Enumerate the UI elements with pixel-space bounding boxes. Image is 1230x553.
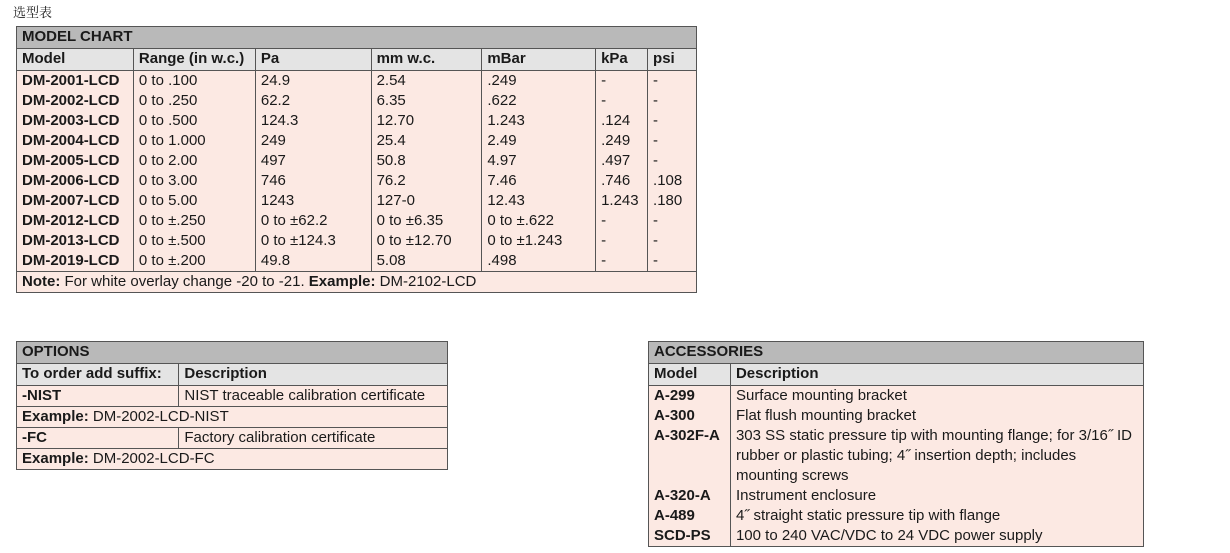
- value-cell: 0 to ±.500: [133, 231, 255, 251]
- value-cell: 6.35: [371, 91, 482, 111]
- value-cell: 4.97: [482, 151, 596, 171]
- option-description: NIST traceable calibration certificate: [179, 386, 448, 407]
- value-cell: 0 to ±124.3: [255, 231, 371, 251]
- model-cell: DM-2002-LCD: [17, 91, 134, 111]
- accessory-model: A-320-A: [649, 486, 731, 506]
- model-cell: DM-2007-LCD: [17, 191, 134, 211]
- option-row-fc: [17, 428, 448, 449]
- model-row: [17, 111, 697, 131]
- model-cell: DM-2012-LCD: [17, 211, 134, 231]
- page-title: 选型表: [13, 6, 53, 21]
- value-cell: -: [648, 211, 697, 231]
- value-cell: 1.243: [596, 191, 648, 211]
- accessory-description: 303 SS static pressure tip with mounting flange; for 3/16˝ ID rubber or plastic tubing; 4˝ insertion depth; includes mounting screws: [730, 426, 1143, 486]
- value-cell: 0 to .100: [133, 71, 255, 92]
- value-cell: 76.2: [371, 171, 482, 191]
- model-row: [17, 231, 697, 251]
- accessories-table: [648, 341, 1144, 547]
- value-cell: 62.2: [255, 91, 371, 111]
- value-cell: -: [596, 231, 648, 251]
- model-row: [17, 171, 697, 191]
- value-cell: -: [596, 91, 648, 111]
- column-header: Range (in w.c.): [133, 49, 255, 71]
- value-cell: 0 to ±62.2: [255, 211, 371, 231]
- accessory-row: [649, 386, 1144, 407]
- column-header: mBar: [482, 49, 596, 71]
- value-cell: -: [648, 131, 697, 151]
- column-header: Model: [649, 364, 731, 386]
- option-suffix: -NIST: [17, 386, 179, 407]
- value-cell: .498: [482, 251, 596, 272]
- column-header: psi: [648, 49, 697, 71]
- value-cell: -: [648, 151, 697, 171]
- options-title: OPTIONS: [17, 342, 448, 364]
- column-header: Description: [179, 364, 448, 386]
- value-cell: -: [648, 91, 697, 111]
- accessory-description: Flat flush mounting bracket: [730, 406, 1143, 426]
- model-cell: DM-2006-LCD: [17, 171, 134, 191]
- model-row: [17, 211, 697, 231]
- accessory-model: A-300: [649, 406, 731, 426]
- model-row: [17, 151, 697, 171]
- value-cell: 124.3: [255, 111, 371, 131]
- accessory-description: Instrument enclosure: [730, 486, 1143, 506]
- accessory-description: 4˝ straight static pressure tip with flange: [730, 506, 1143, 526]
- value-cell: .497: [596, 151, 648, 171]
- model-chart-title: MODEL CHART: [17, 27, 697, 49]
- column-header: Model: [17, 49, 134, 71]
- model-row: [17, 191, 697, 211]
- value-cell: 25.4: [371, 131, 482, 151]
- example-label: Example:: [22, 450, 89, 467]
- value-cell: 5.08: [371, 251, 482, 272]
- model-cell: DM-2004-LCD: [17, 131, 134, 151]
- value-cell: 0 to ±6.35: [371, 211, 482, 231]
- value-cell: 1243: [255, 191, 371, 211]
- model-chart-table: [16, 26, 697, 293]
- accessories-header-row: [649, 364, 1144, 386]
- model-chart-note-row: [17, 272, 697, 293]
- options-header-row: [17, 364, 448, 386]
- option-example-fc: [17, 449, 448, 470]
- value-cell: .180: [648, 191, 697, 211]
- model-cell: DM-2001-LCD: [17, 71, 134, 92]
- accessory-model: SCD-PS: [649, 526, 731, 547]
- value-cell: 12.70: [371, 111, 482, 131]
- value-cell: .622: [482, 91, 596, 111]
- value-cell: 0 to .250: [133, 91, 255, 111]
- note-example-text: DM-2102-LCD: [375, 273, 477, 290]
- value-cell: 2.54: [371, 71, 482, 92]
- value-cell: 0 to ±.250: [133, 211, 255, 231]
- accessory-row: [649, 426, 1144, 486]
- value-cell: 127-0: [371, 191, 482, 211]
- value-cell: .746: [596, 171, 648, 191]
- value-cell: -: [648, 71, 697, 92]
- model-row: [17, 251, 697, 272]
- column-header: Description: [730, 364, 1143, 386]
- value-cell: 2.49: [482, 131, 596, 151]
- value-cell: 0 to 1.000: [133, 131, 255, 151]
- accessory-row: [649, 506, 1144, 526]
- value-cell: .249: [596, 131, 648, 151]
- option-description: Factory calibration certificate: [179, 428, 448, 449]
- accessory-row: [649, 406, 1144, 426]
- options-table: [16, 341, 448, 470]
- value-cell: 49.8: [255, 251, 371, 272]
- note-label: Note:: [22, 273, 61, 290]
- value-cell: 0 to ±.622: [482, 211, 596, 231]
- value-cell: 0 to ±12.70: [371, 231, 482, 251]
- value-cell: .124: [596, 111, 648, 131]
- value-cell: -: [648, 231, 697, 251]
- value-cell: .108: [648, 171, 697, 191]
- value-cell: 1.243: [482, 111, 596, 131]
- value-cell: 24.9: [255, 71, 371, 92]
- column-header: mm w.c.: [371, 49, 482, 71]
- accessory-description: 100 to 240 VAC/VDC to 24 VDC power supply: [730, 526, 1143, 547]
- model-cell: DM-2019-LCD: [17, 251, 134, 272]
- value-cell: 0 to .500: [133, 111, 255, 131]
- accessory-row: [649, 486, 1144, 506]
- model-row: [17, 131, 697, 151]
- value-cell: 0 to ±1.243: [482, 231, 596, 251]
- note-text: For white overlay change -20 to -21.: [60, 273, 309, 290]
- value-cell: 0 to ±.200: [133, 251, 255, 272]
- value-cell: 12.43: [482, 191, 596, 211]
- column-header: To order add suffix:: [17, 364, 179, 386]
- model-cell: DM-2013-LCD: [17, 231, 134, 251]
- model-chart-header-row: [17, 49, 697, 71]
- accessory-model: A-299: [649, 386, 731, 407]
- value-cell: -: [596, 251, 648, 272]
- value-cell: 497: [255, 151, 371, 171]
- note-example-label: Example:: [308, 273, 376, 290]
- value-cell: 50.8: [371, 151, 482, 171]
- accessory-description: Surface mounting bracket: [730, 386, 1143, 407]
- model-row: [17, 91, 697, 111]
- value-cell: -: [596, 211, 648, 231]
- value-cell: 7.46: [482, 171, 596, 191]
- example-text: DM-2002-LCD-NIST: [88, 408, 229, 425]
- value-cell: 0 to 3.00: [133, 171, 255, 191]
- option-row-nist: [17, 386, 448, 407]
- accessories-title: ACCESSORIES: [649, 342, 1144, 364]
- column-header: Pa: [255, 49, 371, 71]
- accessory-model: A-489: [649, 506, 731, 526]
- value-cell: 0 to 2.00: [133, 151, 255, 171]
- value-cell: -: [648, 111, 697, 131]
- value-cell: -: [648, 251, 697, 272]
- value-cell: -: [596, 71, 648, 92]
- value-cell: .249: [482, 71, 596, 92]
- example-text: DM-2002-LCD-FC: [88, 450, 215, 467]
- option-example-nist: [17, 407, 448, 428]
- accessory-row: [649, 526, 1144, 547]
- value-cell: 249: [255, 131, 371, 151]
- column-header: kPa: [596, 49, 648, 71]
- example-label: Example:: [22, 408, 89, 425]
- value-cell: 0 to 5.00: [133, 191, 255, 211]
- model-cell: DM-2005-LCD: [17, 151, 134, 171]
- model-row: [17, 71, 697, 92]
- value-cell: 746: [255, 171, 371, 191]
- accessory-model: A-302F-A: [649, 426, 731, 486]
- model-cell: DM-2003-LCD: [17, 111, 134, 131]
- option-suffix: -FC: [17, 428, 179, 449]
